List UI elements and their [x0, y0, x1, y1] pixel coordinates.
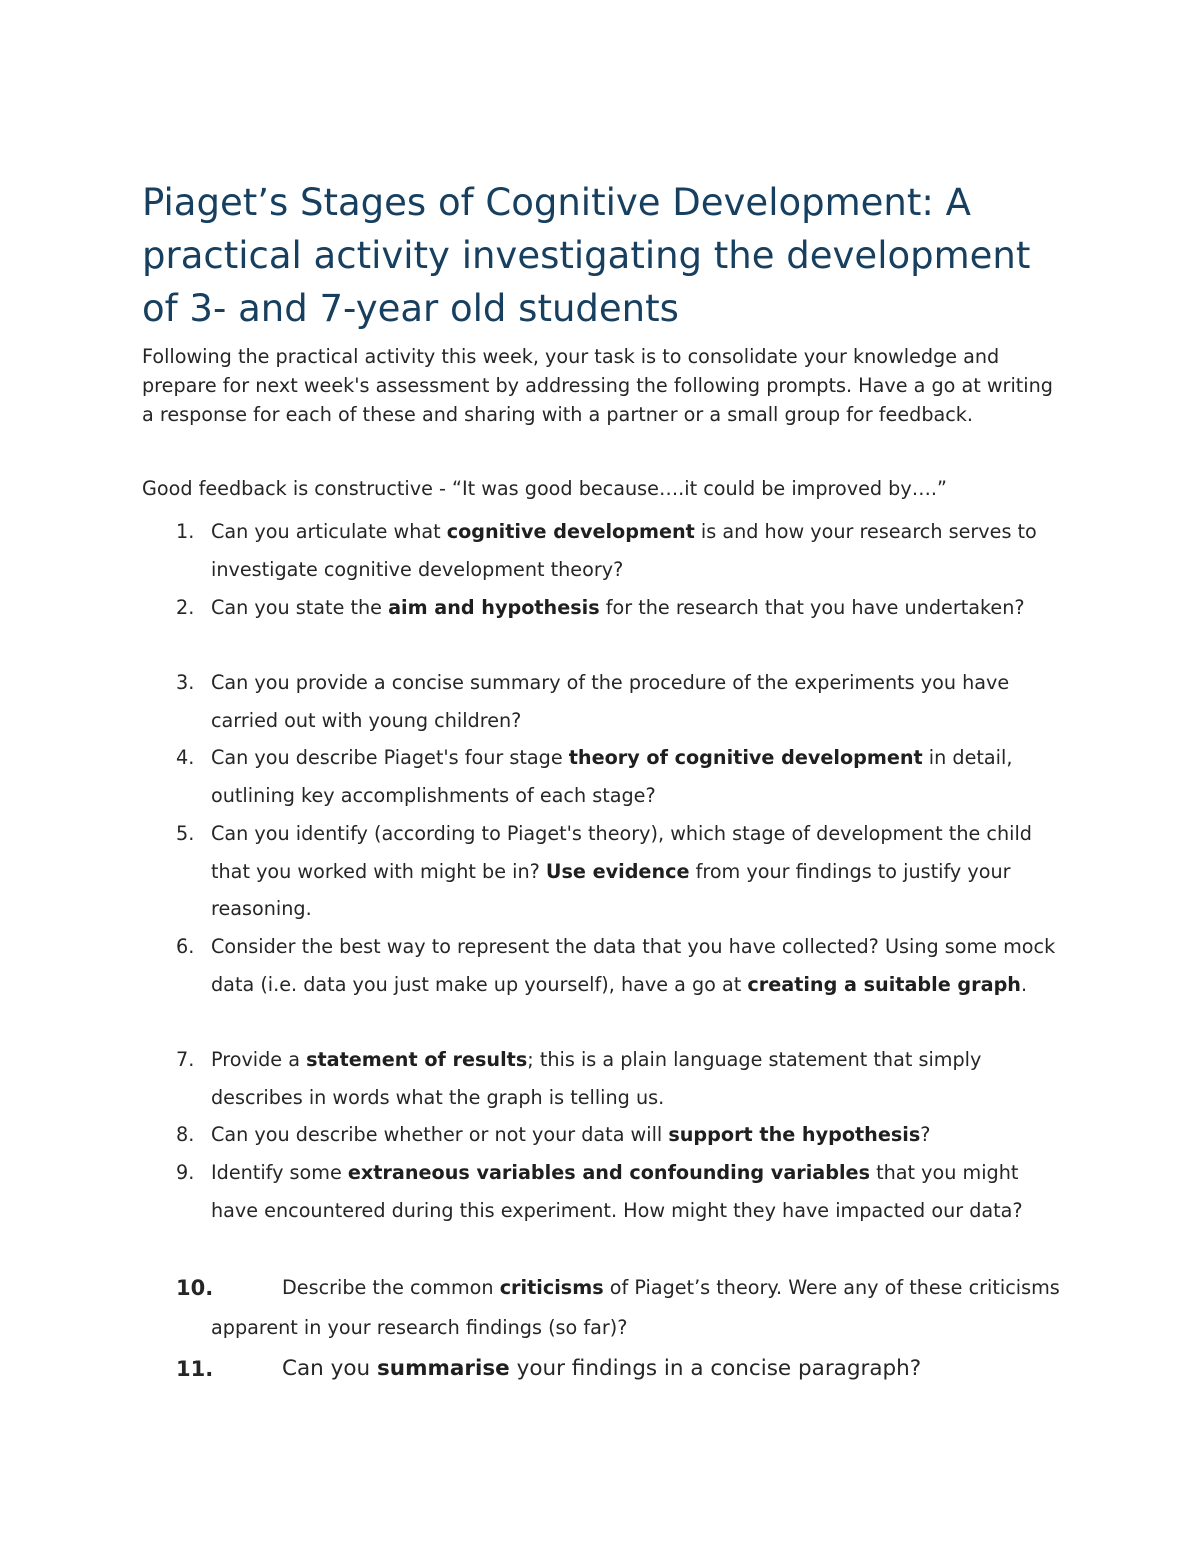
- question-number: 10.: [176, 1276, 214, 1300]
- question-keyword: support the hypothesis: [668, 1123, 921, 1146]
- question-keyword: creating a suitable graph: [747, 972, 1021, 996]
- feedback-guidance: Good feedback is constructive - “It was good because….it could be improved by….”: [142, 477, 947, 500]
- question-number: 1.: [176, 520, 195, 543]
- question-keyword: statement of results: [306, 1048, 528, 1071]
- question-text-part: Can you identify (according to Piaget's theory), which stage of development the child that you worked with might be in?: [211, 822, 1032, 883]
- question-item: [0, 815, 1200, 929]
- question-number: 6.: [176, 935, 195, 958]
- question-item: [0, 1116, 1200, 1154]
- question-text: [211, 664, 1071, 739]
- question-text-part: of Piaget’s theory. Were any of these criticisms apparent in your research findings (so far)?: [211, 1276, 1060, 1339]
- question-item: [0, 1154, 1200, 1268]
- question-text-part: from your findings to justify your reasoning.: [211, 859, 1011, 921]
- question-keyword: cognitive development: [446, 520, 695, 543]
- question-text-part: Can you describe Piaget's four stage: [211, 746, 569, 769]
- question-keyword: aim and hypothesis: [388, 596, 600, 619]
- question-text: [211, 1116, 1071, 1154]
- question-item: [0, 1041, 1200, 1117]
- question-keyword: theory of cognitive development: [568, 746, 923, 769]
- question-text-part: Describe the common: [282, 1276, 500, 1299]
- question-text: [211, 589, 1071, 627]
- question-text-part: ; this is a plain language statement that simply describes in words what the graph is telling us.: [211, 1048, 982, 1109]
- question-keyword: summarise: [377, 1356, 510, 1381]
- question-text-part: for the research that you have undertaken?: [599, 596, 1025, 619]
- question-number: 11.: [176, 1357, 214, 1381]
- question-text: [211, 1349, 1071, 1389]
- question-text-part: Identify some: [211, 1161, 348, 1184]
- question-text-part: ?: [920, 1123, 931, 1146]
- question-item: [0, 928, 1200, 1042]
- question-item: [0, 739, 1200, 815]
- question-text: [211, 1041, 1071, 1116]
- question-text-part: .: [1020, 972, 1028, 996]
- question-keyword: extraneous variables and confounding variables: [347, 1161, 870, 1184]
- question-item: [0, 1268, 1200, 1348]
- question-number: 2.: [176, 596, 195, 619]
- question-text: [211, 513, 1071, 588]
- intro-paragraph: Following the practical activity this week, your task is to consolidate your knowledge and prepare for next week's assessment by addressing the following prompts. Have a go at writing a response for each of these and sharing with a partner or a small group for feedback.: [142, 345, 1053, 426]
- question-item: [0, 664, 1200, 740]
- question-number: 5.: [176, 822, 195, 845]
- question-text: [211, 928, 1071, 1003]
- question-text-part: Can you provide a concise summary of the procedure of the experiments you have carried out with young children?: [211, 671, 1010, 732]
- question-text-part: Provide a: [211, 1048, 307, 1071]
- document-title: Piaget’s Stages of Cognitive Development: A practical activity investigating the development of 3- and 7-year old students: [142, 181, 1031, 330]
- question-number: 8.: [176, 1123, 195, 1146]
- question-text-part: your findings in a concise paragraph?: [509, 1356, 922, 1381]
- question-keyword: criticisms: [499, 1276, 604, 1299]
- question-text-part: Can you: [282, 1356, 377, 1381]
- question-text-part: that you might have encountered during this experiment. How might they have impacted our data?: [211, 1161, 1023, 1222]
- question-number: 3.: [176, 671, 195, 694]
- question-text-part: Can you describe whether or not your data will: [211, 1123, 669, 1146]
- question-text-part: is and how your research serves to investigate cognitive development theory?: [211, 520, 1037, 581]
- question-text: [211, 815, 1071, 928]
- question-item: [0, 513, 1200, 589]
- question-text-part: Can you state the: [211, 596, 389, 619]
- question-text: [211, 739, 1071, 814]
- question-item: [0, 1349, 1200, 1391]
- question-text: [211, 1154, 1071, 1229]
- question-text-part: Can you articulate what: [211, 520, 447, 543]
- question-number: 7.: [176, 1048, 195, 1071]
- question-text-part: Consider the best way to represent the data that you have collected? Using some mock data (i.e. data you just make up yourself), have a go at: [211, 935, 1056, 996]
- question-text-part: in detail, outlining key accomplishments of each stage?: [211, 746, 1013, 807]
- question-number: 4.: [176, 746, 195, 769]
- question-item: [0, 589, 1200, 665]
- question-keyword: Use evidence: [545, 859, 690, 883]
- question-text: [211, 1268, 1071, 1348]
- question-number: 9.: [176, 1161, 195, 1184]
